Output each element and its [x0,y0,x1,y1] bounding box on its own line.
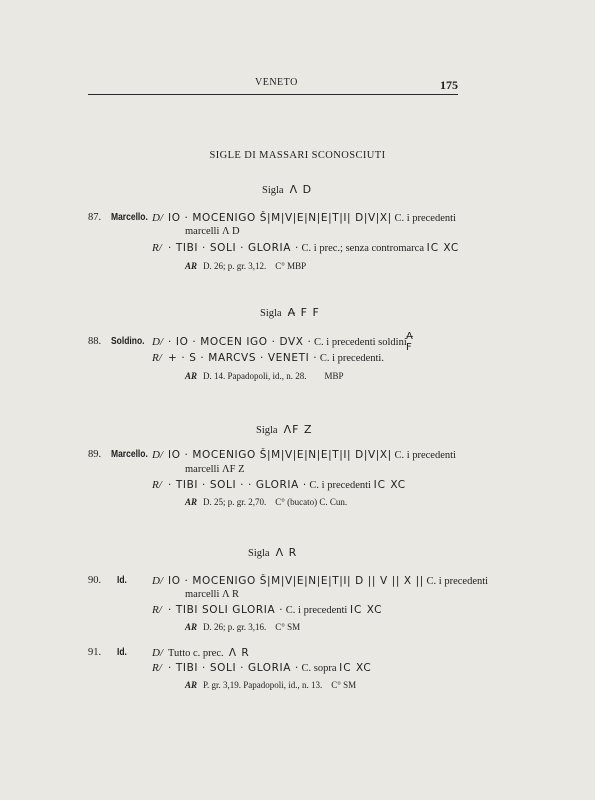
entry-number: 88. [88,336,102,347]
sigla-stack [406,331,413,353]
sigla-stack-bottom: F [406,342,412,353]
reverse-mark: IC XC [426,242,460,254]
reverse-legend: · TIBI · SOLI · GLORIA · [168,662,299,674]
description: P. gr. 3,19. Papadopoli, id., n. 13. [203,680,323,690]
reverse-symbol: R/ [152,479,162,491]
metal-symbol: AR [185,371,198,381]
reverse-note: C. i precedenti. [319,353,384,364]
metal-symbol: AR [185,680,198,690]
sigla-heading [256,423,312,436]
sigla-label: Sigla [260,308,282,319]
description: D. 25; p. gr. 2,70. [203,497,267,507]
obverse-symbol: D/ [152,449,163,461]
collection: C° SM [331,680,357,690]
obverse-symbol: D/ [152,647,163,659]
sigla-heading [260,306,320,319]
description: D. 26; p. gr. 3,16. [203,622,267,632]
metal-symbol: AR [185,622,198,632]
sigla-heading [262,183,312,196]
description-line [185,371,344,381]
entry-number: 89. [88,449,102,460]
description-line [185,680,356,690]
metal-symbol: AR [185,261,198,271]
sigla-label: Sigla [262,185,284,196]
obverse-line [152,575,488,587]
collection: C° (bucato) C. Cun. [275,497,348,507]
page-number: 175 [440,78,458,92]
reverse-mark: IC XC [349,604,383,616]
obverse-line [152,449,456,461]
reverse-symbol: R/ [152,604,162,616]
reverse-mark: IC XC [373,479,407,491]
entry-denomination: Id. [117,575,127,586]
obverse-note: C. i precedenti soldini [314,337,407,348]
reverse-line [152,352,384,364]
reverse-legend: · TIBI SOLI GLORIA · [168,604,284,616]
entry-number: 91. [88,647,102,658]
reverse-note: C. i prec.; senza contromarca [301,243,424,254]
reverse-legend: · TIBI · SOLI · GLORIA · [168,242,299,254]
entry-denomination: Id. [117,647,127,658]
reverse-note: C. i precedenti [285,605,348,616]
reverse-line [152,242,459,254]
reverse-legend: + · S · MARCVS · VENETI · [168,352,318,364]
obverse-legend: · IO · MOCEN IGO · DVX · [168,336,312,348]
description-line [185,261,306,271]
collection: C° SM [275,622,301,632]
obverse-symbol: D/ [152,575,163,587]
reverse-legend: · TIBI · SOLI · · GLORIA · [168,479,307,491]
sigla-mark: ΛF Z [283,423,313,436]
sigla-label: Sigla [256,425,278,436]
reverse-line [152,604,382,616]
reverse-symbol: R/ [152,662,162,674]
obverse-legend: IO · MOCENIGO Š|M|V|E|N|E|T|I| D || V || X || [168,575,424,587]
obverse-line [152,212,456,224]
reverse-line [152,662,372,674]
sigla-mark: Ʌ̶ F F [287,306,320,319]
obverse-line-2: marcelli Λ D [185,226,240,237]
reverse-symbol: R/ [152,352,162,364]
entry-denomination: Soldino. [111,336,145,347]
obverse-note: C. i precedenti [394,213,456,224]
obverse-symbol: D/ [152,336,163,348]
entry-number: 90. [88,575,102,586]
obverse-text: Tutto c. prec. [168,648,224,659]
obverse-symbol: D/ [152,212,163,224]
obverse-line [152,647,250,659]
obverse-note: C. i precedenti [394,450,456,461]
reverse-line [152,479,406,491]
description-line [185,622,300,632]
metal-symbol: AR [185,497,198,507]
description-line [185,497,347,507]
running-header: VENETO [255,77,298,88]
description: D. 14. Papadopoli, id., n. 28. [203,371,307,381]
obverse-line-2: marcelli Λ R [185,589,239,600]
sigla-stack-top: Ʌ̶ [406,331,413,342]
entry-denomination: Marcello. [111,449,148,460]
entry-number: 87. [88,212,102,223]
sigla-label: Sigla [248,548,270,559]
obverse-line [152,336,407,348]
reverse-mark: IC XC [339,662,372,674]
entry-denomination: Marcello. [111,212,148,223]
obverse-note: C. i precedenti [426,576,489,587]
section-heading: SIGLE DI MASSARI SCONOSCIUTI [209,150,386,161]
obverse-legend: IO · MOCENIGO Š|M|V|E|N|E|T|I| D|V|X| [168,449,392,461]
description: D. 26; p. gr. 3,12. [203,261,267,271]
reverse-note: C. sopra [301,663,337,674]
sigla-heading [248,546,297,559]
header-rule [88,94,458,95]
obverse-mark: Λ R [228,647,250,659]
collection: C° MBP [275,261,307,271]
collection: MBP [324,371,344,381]
sigla-mark: Λ D [289,183,313,196]
reverse-note: C. i precedenti [309,480,371,491]
reverse-symbol: R/ [152,242,162,254]
obverse-line-2: marcelli ΛF Z [185,464,245,475]
obverse-legend: IO · MOCENIGO Š|M|V|E|N|E|T|I| D|V|X| [168,212,392,224]
sigla-mark: Λ R [275,546,298,559]
